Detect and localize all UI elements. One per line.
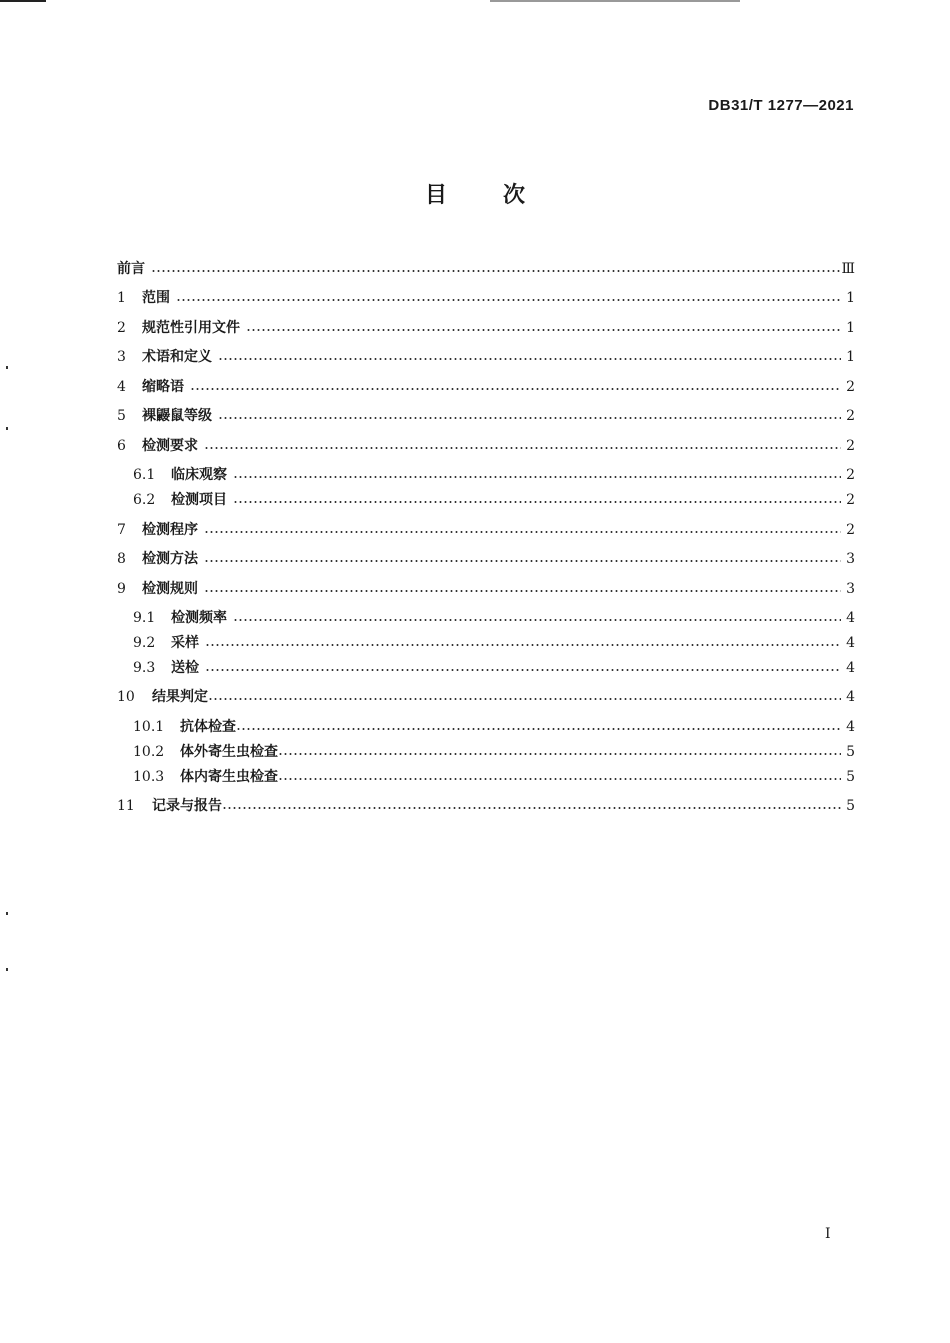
toc-entry-page: 4 (846, 719, 855, 735)
toc-entry-8[interactable] (117, 548, 855, 570)
toc-entry-page: 4 (846, 689, 855, 705)
toc-entry-label: 范围 (142, 290, 170, 306)
document-code: DB31/T 1277—2021 (708, 97, 854, 114)
toc-entry-number: 9.2 (133, 635, 156, 651)
toc-entry-label: 检测频率 (171, 610, 227, 626)
toc-entry-label: 记录与报告 (152, 798, 222, 814)
toc-entry-10-2[interactable] (133, 741, 855, 763)
dot-leader (204, 560, 841, 562)
top-rule (0, 0, 46, 2)
toc-entry-9-1[interactable] (133, 607, 855, 629)
dot-leader (205, 644, 841, 646)
dot-leader (190, 388, 841, 390)
toc-entry-number: 6.2 (133, 492, 156, 508)
dot-leader (278, 753, 841, 755)
toc-entry-label: 临床观察 (171, 467, 227, 483)
toc-entry-number: 10.3 (133, 769, 165, 785)
toc-entry-label: 检测要求 (142, 438, 198, 454)
scan-mark (6, 912, 8, 915)
toc-entry-number: 1 (117, 290, 126, 306)
dot-leader (208, 698, 841, 700)
toc-entry-label: 检测项目 (171, 492, 227, 508)
toc-entry-label: 检测方法 (142, 551, 198, 567)
toc-entry-page: 5 (846, 744, 855, 760)
dot-leader (233, 501, 841, 503)
toc-entry-11[interactable] (117, 795, 855, 817)
toc-title-char-1: 目 (424, 183, 447, 208)
toc-entry-label: 前言 (117, 261, 145, 277)
toc-entry-page: 1 (846, 349, 855, 365)
toc-entry-number: 10 (117, 689, 135, 705)
toc-entry-page: 2 (846, 467, 855, 483)
toc-entry-label: 体外寄生虫检查 (180, 744, 278, 760)
toc-entry-number: 6.1 (133, 467, 156, 483)
toc-entry-10-3[interactable] (133, 766, 855, 788)
dot-leader (151, 270, 841, 272)
toc-entry-label: 送检 (171, 660, 199, 676)
toc-entry-number: 2 (117, 320, 126, 336)
toc-entry-9-3[interactable] (133, 657, 855, 679)
top-rule-faint (490, 0, 740, 2)
toc-entry-page: 3 (846, 581, 855, 597)
toc-entry-number: 9.3 (133, 660, 156, 676)
toc-entry-number: 10.1 (133, 719, 165, 735)
dot-leader (233, 619, 841, 621)
toc-entry-page: 2 (846, 379, 855, 395)
toc-entry-number: 11 (117, 798, 135, 814)
dot-leader (176, 299, 841, 301)
dot-leader (204, 590, 841, 592)
toc-entry-foreword[interactable] (117, 258, 855, 280)
toc-entry-4[interactable] (117, 376, 855, 398)
toc-entry-6-1[interactable] (133, 464, 855, 486)
toc-entry-page: 2 (846, 438, 855, 454)
toc-entry-label: 术语和定义 (142, 349, 212, 365)
toc-entry-10-1[interactable] (133, 716, 855, 738)
toc-entry-label: 裸鼹鼠等级 (142, 408, 212, 424)
toc-entry-page: 5 (846, 798, 855, 814)
toc-entry-number: 7 (117, 522, 126, 538)
toc-entry-label: 检测规则 (142, 581, 198, 597)
toc-entry-page: 1 (846, 290, 855, 306)
dot-leader (204, 531, 841, 533)
toc-entry-page: 1 (846, 320, 855, 336)
toc-entry-page: Ⅲ (841, 261, 855, 277)
toc-entry-6-2[interactable] (133, 489, 855, 511)
toc-entry-7[interactable] (117, 519, 855, 541)
toc-entry-label: 体内寄生虫检查 (180, 769, 278, 785)
toc-entry-number: 9 (117, 581, 126, 597)
dot-leader (233, 476, 841, 478)
toc-entry-label: 结果判定 (152, 689, 208, 705)
toc-entry-9[interactable] (117, 578, 855, 600)
toc-entry-number: 9.1 (133, 610, 156, 626)
toc-entry-label: 规范性引用文件 (142, 320, 240, 336)
toc-title-char-2: 次 (503, 183, 526, 208)
toc-entry-page: 5 (846, 769, 855, 785)
dot-leader (218, 417, 841, 419)
toc-entry-3[interactable] (117, 346, 855, 368)
toc-entry-page: 4 (846, 635, 855, 651)
dot-leader (205, 669, 841, 671)
toc-entry-page: 2 (846, 408, 855, 424)
toc-entry-page: 2 (846, 522, 855, 538)
toc-entry-number: 5 (117, 408, 126, 424)
toc-entry-page: 2 (846, 492, 855, 508)
toc-entry-number: 6 (117, 438, 126, 454)
toc-title (0, 178, 950, 209)
toc-entry-number: 8 (117, 551, 126, 567)
toc-entry-page: 4 (846, 610, 855, 626)
toc-entry-label: 抗体检查 (180, 719, 236, 735)
dot-leader (236, 728, 841, 730)
toc-entry-label: 采样 (171, 635, 199, 651)
dot-leader (204, 447, 841, 449)
dot-leader (246, 329, 841, 331)
toc-entry-number: 4 (117, 379, 126, 395)
toc-entry-page: 4 (846, 660, 855, 676)
toc-entry-1[interactable] (117, 287, 855, 309)
toc-entry-2[interactable] (117, 317, 855, 339)
toc-entry-number: 10.2 (133, 744, 165, 760)
toc-entry-9-2[interactable] (133, 632, 855, 654)
dot-leader (222, 807, 841, 809)
toc-entry-6[interactable] (117, 435, 855, 457)
dot-leader (218, 358, 841, 360)
toc-entry-10[interactable] (117, 686, 855, 708)
scan-mark (6, 366, 8, 369)
toc-entry-number: 3 (117, 349, 126, 365)
footer-page-number: I (825, 1226, 831, 1242)
toc-entry-label: 检测程序 (142, 522, 198, 538)
dot-leader (278, 778, 841, 780)
scan-mark (6, 427, 8, 430)
toc-entry-page: 3 (846, 551, 855, 567)
toc-entry-5[interactable] (117, 405, 855, 427)
toc-entry-label: 缩略语 (142, 379, 184, 395)
scan-mark (6, 968, 8, 971)
